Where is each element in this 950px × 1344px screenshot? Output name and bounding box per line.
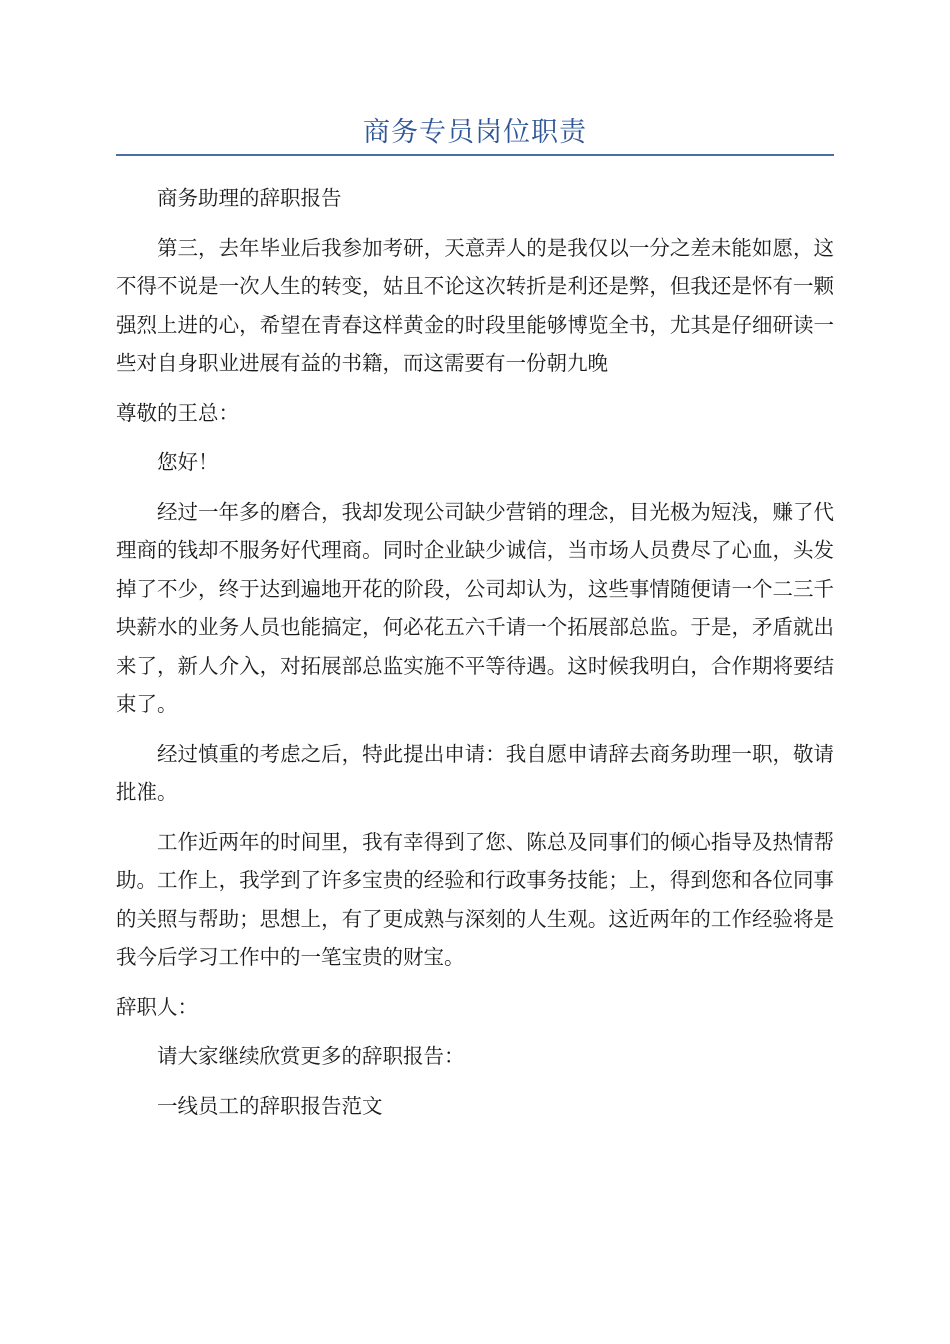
paragraph-more: 请大家继续欣赏更多的辞职报告： <box>157 1044 465 1068</box>
paragraph-subtitle: 商务助理的辞职报告 <box>157 186 342 210</box>
document-body <box>116 179 834 1125</box>
signature-line: 辞职人： <box>116 994 198 1019</box>
salutation: 尊敬的王总： <box>116 400 239 425</box>
title-underline <box>116 154 834 156</box>
paragraph-3: 经过慎重的考虑之后，特此提出申请：我自愿申请辞去商务助理一职，敬请批准。 <box>116 741 834 804</box>
paragraph-link: 一线员工的辞职报告范文 <box>157 1093 383 1118</box>
paragraph-4: 工作近两年的时间里，我有幸得到了您、陈总及同事们的倾心指导及热情帮助。工作上，我学到了许多宝贵的经验和行政事务技能；上，得到您和各位同事的关照与帮助；思想上，有了更成熟与深刻的人生观。这近两年的工作经验将是我今后学习工作中的一笔宝贵的财宝。 <box>116 829 834 969</box>
paragraph-1: 第三，去年毕业后我参加考研，天意弄人的是我仅以一分之差未能如愿，这不得不说是一次人生的转变，姑且不论这次转折是利还是弊，但我还是怀有一颗强烈上进的心，希望在青春这样黄金的时段里能够博览全书，尤其是仔细研读一些对自身职业进展有益的书籍，而这需要有一份朝九晚 <box>116 235 834 375</box>
greeting: 您好！ <box>157 450 219 474</box>
paragraph-2: 经过一年多的磨合，我却发现公司缺少营销的理念，目光极为短浅，赚了代理商的钱却不服务好代理商。同时企业缺少诚信，当市场人员费尽了心血，头发掉了不少，终于达到遍地开花的阶段，公司却认为，这些事情随便请一个二三千块薪水的业务人员也能搞定，何必花五六千请一个拓展部总监。于是，矛盾就出来了，新人介入，对拓展部总监实施不平等待遇。这时候我明白，合作期将要结束了。 <box>116 499 834 716</box>
document-title: 商务专员岗位职责 <box>363 117 587 148</box>
document-page <box>116 0 834 1125</box>
